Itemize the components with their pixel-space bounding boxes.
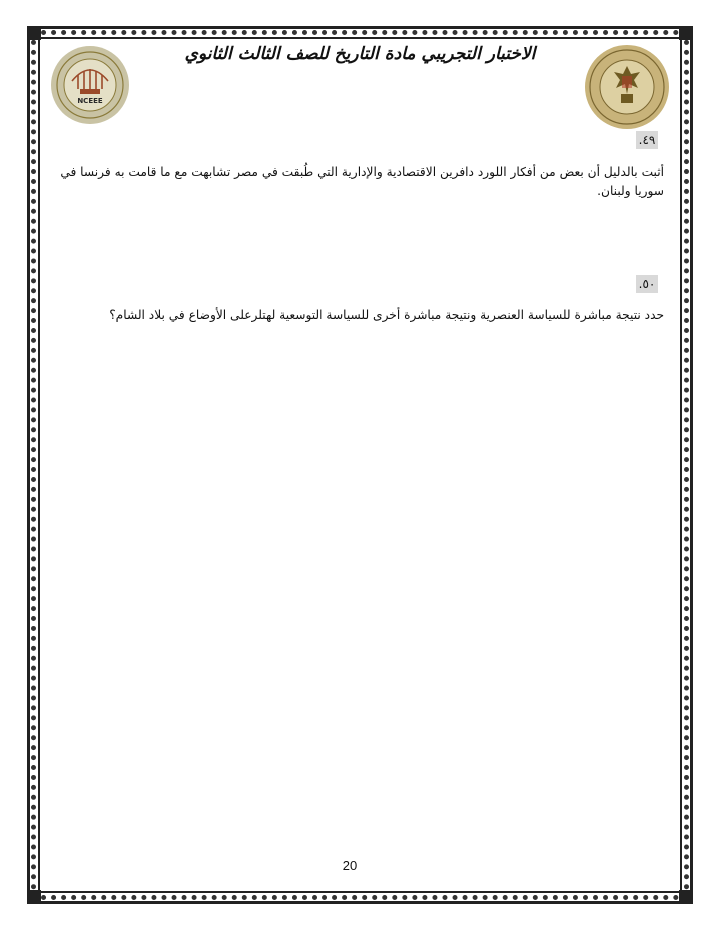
svg-text:NCEEE: NCEEE — [77, 97, 103, 105]
question-number-50: ٥٠. — [636, 275, 658, 293]
border-corner-top-left — [27, 26, 41, 40]
nceee-logo-icon — [50, 45, 130, 125]
question-text-49: أثبت بالدليل أن بعض من أفكار اللورد دافرين الاقتصادية والإدارية التي طُبقت في مصر تشابهت مع ما قامت به فرنسا في سوريا ولبنان. — [60, 165, 664, 198]
page-number: 20 — [342, 858, 358, 873]
question-text-50: حدد نتيجة مباشرة للسياسة العنصرية ونتيجة مباشرة أخرى للسياسة التوسعية لهتلرعلى الأوضاع في بلاد الشام؟ — [109, 308, 664, 322]
border-corner-top-right — [679, 26, 693, 40]
exam-header-title: الاختبار التجريبي مادة التاريخ للصف الثالث الثانوي — [184, 44, 536, 64]
question-number-49: ٤٩. — [636, 131, 658, 149]
ministry-eagle-logo-icon — [584, 44, 670, 130]
border-corner-bottom-left — [27, 890, 41, 904]
border-corner-bottom-right — [679, 890, 693, 904]
